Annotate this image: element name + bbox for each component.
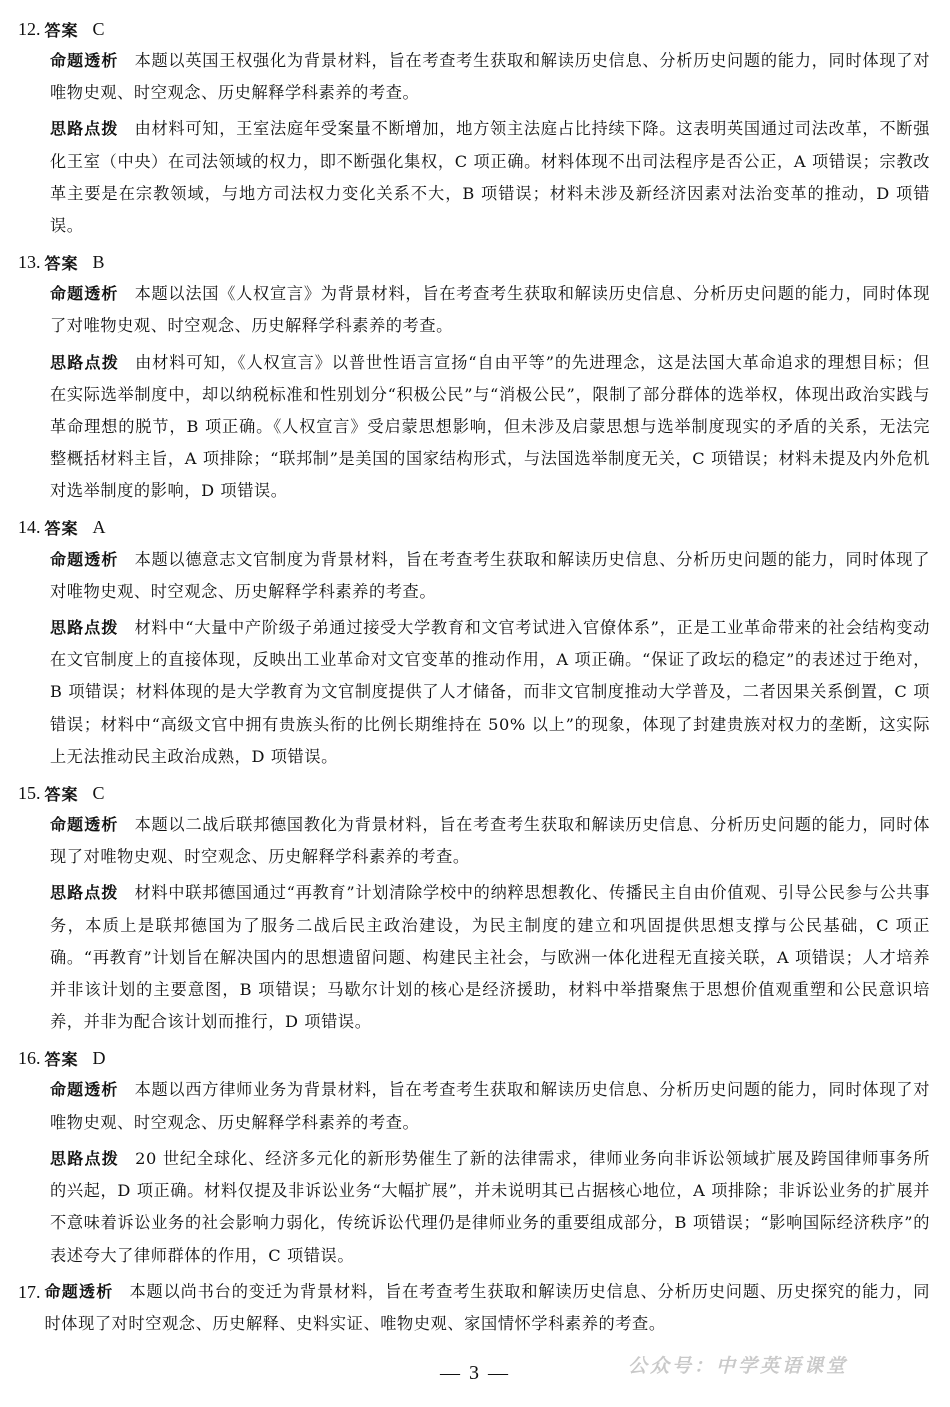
answer-label: 答案 <box>44 1049 79 1069</box>
reasoning-label: 思路点拨 <box>50 1148 120 1168</box>
reasoning-label: 思路点拨 <box>50 352 120 372</box>
question-14 <box>18 512 930 773</box>
analysis-paragraph <box>50 45 930 109</box>
reasoning-paragraph <box>50 113 930 242</box>
question-number: 13. <box>18 251 41 272</box>
reasoning-paragraph <box>50 347 930 508</box>
question-number: 16. <box>18 1047 41 1068</box>
answer-label: 答案 <box>44 784 79 804</box>
answer-value: C <box>92 782 105 803</box>
reasoning-text: 由材料可知，王室法庭年受案量不断增加，地方领主法庭占比持续下降。这表明英国通过司法改革，不断强化王室（中央）在司法领域的权力，即不断强化集权，C 项正确。材料体现不出司法程序是否公正，A 项错误；宗教改革主要是在宗教领域，与地方司法权力变化关系不大，B 项错误；材料未涉及新经济因素对法治变革的推动，D 项错误。 <box>50 119 930 236</box>
question-header <box>18 1276 930 1340</box>
answer-label: 答案 <box>44 20 79 40</box>
analysis-label: 命题透析 <box>50 549 119 569</box>
answer-value: B <box>92 251 105 272</box>
answer-value: A <box>92 517 106 538</box>
answer-value: D <box>92 1047 106 1068</box>
reasoning-text: 材料中“大量中产阶级子弟通过接受大学教育和文官考试进入官僚体系”，正是工业革命带来的社会结构变动在文官制度上的直接体现，反映出工业革命对文官变革的推动作用，A 项正确。“保证了政坛的稳定”的表述过于绝对，B 项错误；材料体现的是大学教育为文官制度提供了人才储备，而非文官制度推动大学普及，二者因果关系倒置，C 项错误；材料中“高级文官中拥有贵族头衔的比例长期维持在 50% 以上”的现象，体现了封建贵族对权力的垄断，这实际上无法推动民主政治成熟，D 项错误。 <box>50 618 930 766</box>
question-header <box>18 512 930 544</box>
watermark: 公众号：中学英语课堂 <box>628 1355 849 1377</box>
analysis-label: 命题透析 <box>50 1080 119 1100</box>
reasoning-paragraph <box>50 1143 930 1272</box>
question-12 <box>18 13 930 242</box>
question-number: 12. <box>18 18 41 39</box>
answer-label: 答案 <box>44 519 79 539</box>
analysis-paragraph <box>45 1276 931 1340</box>
analysis-paragraph <box>50 1074 930 1138</box>
reasoning-paragraph <box>50 612 930 773</box>
analysis-label: 命题透析 <box>44 1281 114 1301</box>
question-13 <box>18 246 930 507</box>
reasoning-paragraph <box>50 877 930 1038</box>
analysis-paragraph <box>50 809 930 873</box>
reasoning-label: 思路点拨 <box>50 618 119 638</box>
question-15 <box>18 777 930 1038</box>
analysis-text: 本题以英国王权强化为背景材料，旨在考查考生获取和解读历史信息、分析历史问题的能力，同时体现了对唯物史观、时空观念、历史解释学科素养的考查。 <box>50 51 930 103</box>
question-header <box>18 1042 930 1074</box>
question-17 <box>18 1276 930 1340</box>
reasoning-text: 20 世纪全球化、经济多元化的新形势催生了新的法律需求，律师业务向非诉讼领域扩展及跨国律师事务所的兴起，D 项正确。材料仅提及非诉讼业务“大幅扩展”，并未说明其已占据核心地位，A 项排除；非诉讼业务的扩展并不意味着诉讼业务的社会影响力弱化，传统诉讼代理仍是律师业务的重要组成部分，B 项错误；“影响国际经济秩序”的表述夸大了律师群体的作用，C 项错误。 <box>50 1148 930 1265</box>
analysis-label: 命题透析 <box>50 815 119 835</box>
analysis-text: 本题以西方律师业务为背景材料，旨在考查考生获取和解读历史信息、分析历史问题的能力，同时体现了对唯物史观、时空观念、历史解释学科素养的考查。 <box>50 1080 930 1132</box>
reasoning-label: 思路点拨 <box>50 119 119 139</box>
analysis-text: 本题以德意志文官制度为背景材料，旨在考查考生获取和解读历史信息、分析历史问题的能力，同时体现了对唯物史观、时空观念、历史解释学科素养的考查。 <box>50 549 930 601</box>
question-number: 14. <box>18 517 41 538</box>
question-16 <box>18 1042 930 1271</box>
analysis-paragraph <box>50 278 930 342</box>
question-header <box>18 777 930 809</box>
analysis-text: 本题以二战后联邦德国教化为背景材料，旨在考查考生获取和解读历史信息、分析历史问题的能力，同时体现了对唯物史观、时空观念、历史解释学科素养的考查。 <box>50 815 930 867</box>
question-header <box>18 246 930 278</box>
analysis-label: 命题透析 <box>50 284 119 304</box>
analysis-text: 本题以尚书台的变迁为背景材料，旨在考查考生获取和解读历史信息、分析历史问题、历史探究的能力，同时体现了对时空观念、历史解释、史料实证、唯物史观、家国情怀学科素养的考查。 <box>44 1281 930 1333</box>
reasoning-label: 思路点拨 <box>50 883 119 903</box>
question-number: 15. <box>18 782 41 803</box>
analysis-label: 命题透析 <box>50 51 119 70</box>
analysis-paragraph <box>50 544 930 608</box>
question-number: 17. <box>18 1281 41 1302</box>
question-header <box>18 13 930 45</box>
reasoning-text: 由材料可知，《人权宣言》以普世性语言宣扬“自由平等”的先进理念，这是法国大革命追求的理想目标；但在实际选举制度中，却以纳税标准和性别划分“积极公民”与“消极公民”，限制了部分群体的选举权，体现出政治实践与革命理想的脱节，B 项正确。《人权宣言》受启蒙思想影响，但未涉及启蒙思想与选举制度现实的矛盾的关系，无法完整概括材料主旨，A 项排除；“联邦制”是美国的国家结构形式，与法国选举制度无关，C 项错误；材料未提及内外危机对选举制度的影响，D 项错误。 <box>50 352 930 501</box>
answer-content <box>18 13 930 1340</box>
reasoning-text: 材料中联邦德国通过“再教育”计划清除学校中的纳粹思想教化、传播民主自由价值观、引导公民参与公共事务，本质上是联邦德国为了服务二战后民主政治建设，为民主制度的建立和巩固提供思想支撑与公民基础，C 项正确。“再教育”计划旨在解决国内的思想遗留问题、构建民主社会，与欧洲一体化进程无直接关联，A 项错误；人才培养并非该计划的主要意图，B 项错误；马歇尔计划的核心是经济援助，材料中举措聚焦于思想价值观重塑和公民意识培养，并非为配合该计划而推行，D 项错误。 <box>50 883 930 1032</box>
answer-label: 答案 <box>44 253 79 273</box>
answer-value: C <box>92 18 105 39</box>
analysis-text: 本题以法国《人权宣言》为背景材料，旨在考查考生获取和解读历史信息、分析历史问题的能力，同时体现了对唯物史观、时空观念、历史解释学科素养的考查。 <box>50 284 930 336</box>
page-number: — 3 — <box>440 1362 510 1384</box>
